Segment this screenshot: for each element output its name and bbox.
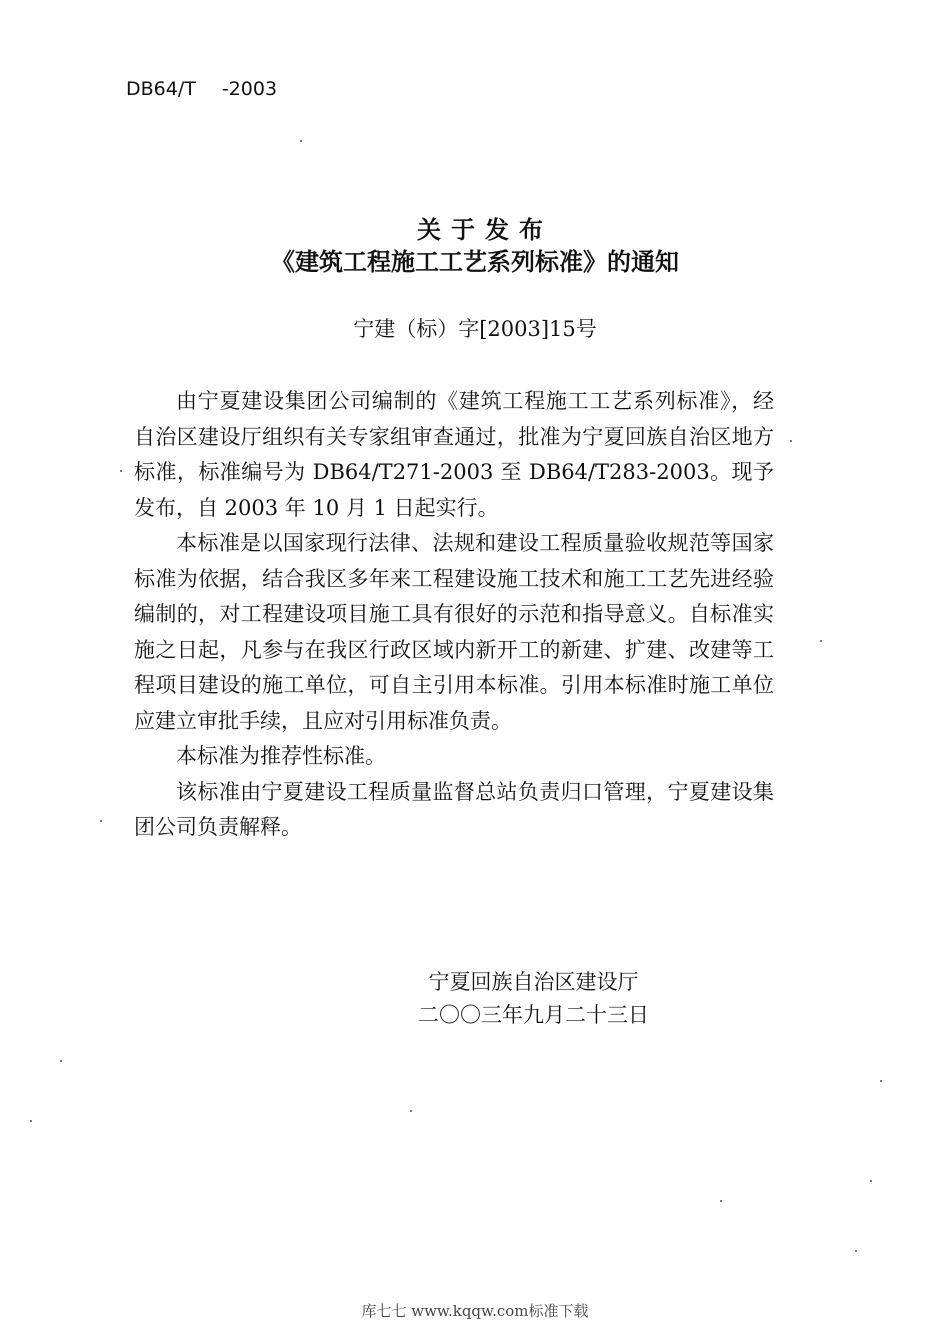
body-paragraph-2: 本标准是以国家现行法律、法规和建设工程质量验收规范等国家标准为依据，结合我区多年来工程建设施工技术和施工工艺先进经验编制的，对工程建设项目施工具有很好的示范和指导意义。自标准实施之日起，凡参与在我区行政区域内新开工的新建、扩建、改建等工程项目建设的施工单位，可自主引用本标准。引用本标准时施工单位应建立审批手续，且应对引用标准负责。 [134, 531, 774, 733]
body-paragraph-3: 本标准为推荐性标准。 [176, 744, 386, 768]
signature-block [418, 966, 649, 1032]
standard-code-header [126, 78, 277, 100]
notice-title-line1: 关于发布 [417, 216, 553, 244]
issue-date: 二〇〇三年九月二十三日 [418, 1003, 649, 1027]
issuer-name: 宁夏回族自治区建设厅 [428, 970, 639, 994]
notice-body [134, 384, 774, 846]
body-paragraph-1: 由宁夏建设集团公司编制的《建筑工程施工工艺系列标准》，经自治区建设厅组织有关专家组审查通过，批准为宁夏回族自治区地方标准，标准编号为 DB64/T271-2003 至 DB64/T283-2003。现予发布，自 2003 年 10 月 1 日起实行。 [134, 389, 774, 520]
notice-title-line2: 《建筑工程施工工艺系列标准》的通知 [271, 248, 679, 276]
document-number: 宁建（标）字[2003]15号 [353, 317, 597, 341]
standard-prefix: DB64/T [126, 78, 196, 100]
footer-watermark: 库七七 www.kqqw.com标准下载 [361, 1302, 589, 1320]
body-paragraph-4: 该标准由宁夏建设工程质量监督总站负责归口管理，宁夏建设集团公司负责解释。 [134, 779, 774, 839]
standard-year: -2003 [221, 78, 278, 100]
